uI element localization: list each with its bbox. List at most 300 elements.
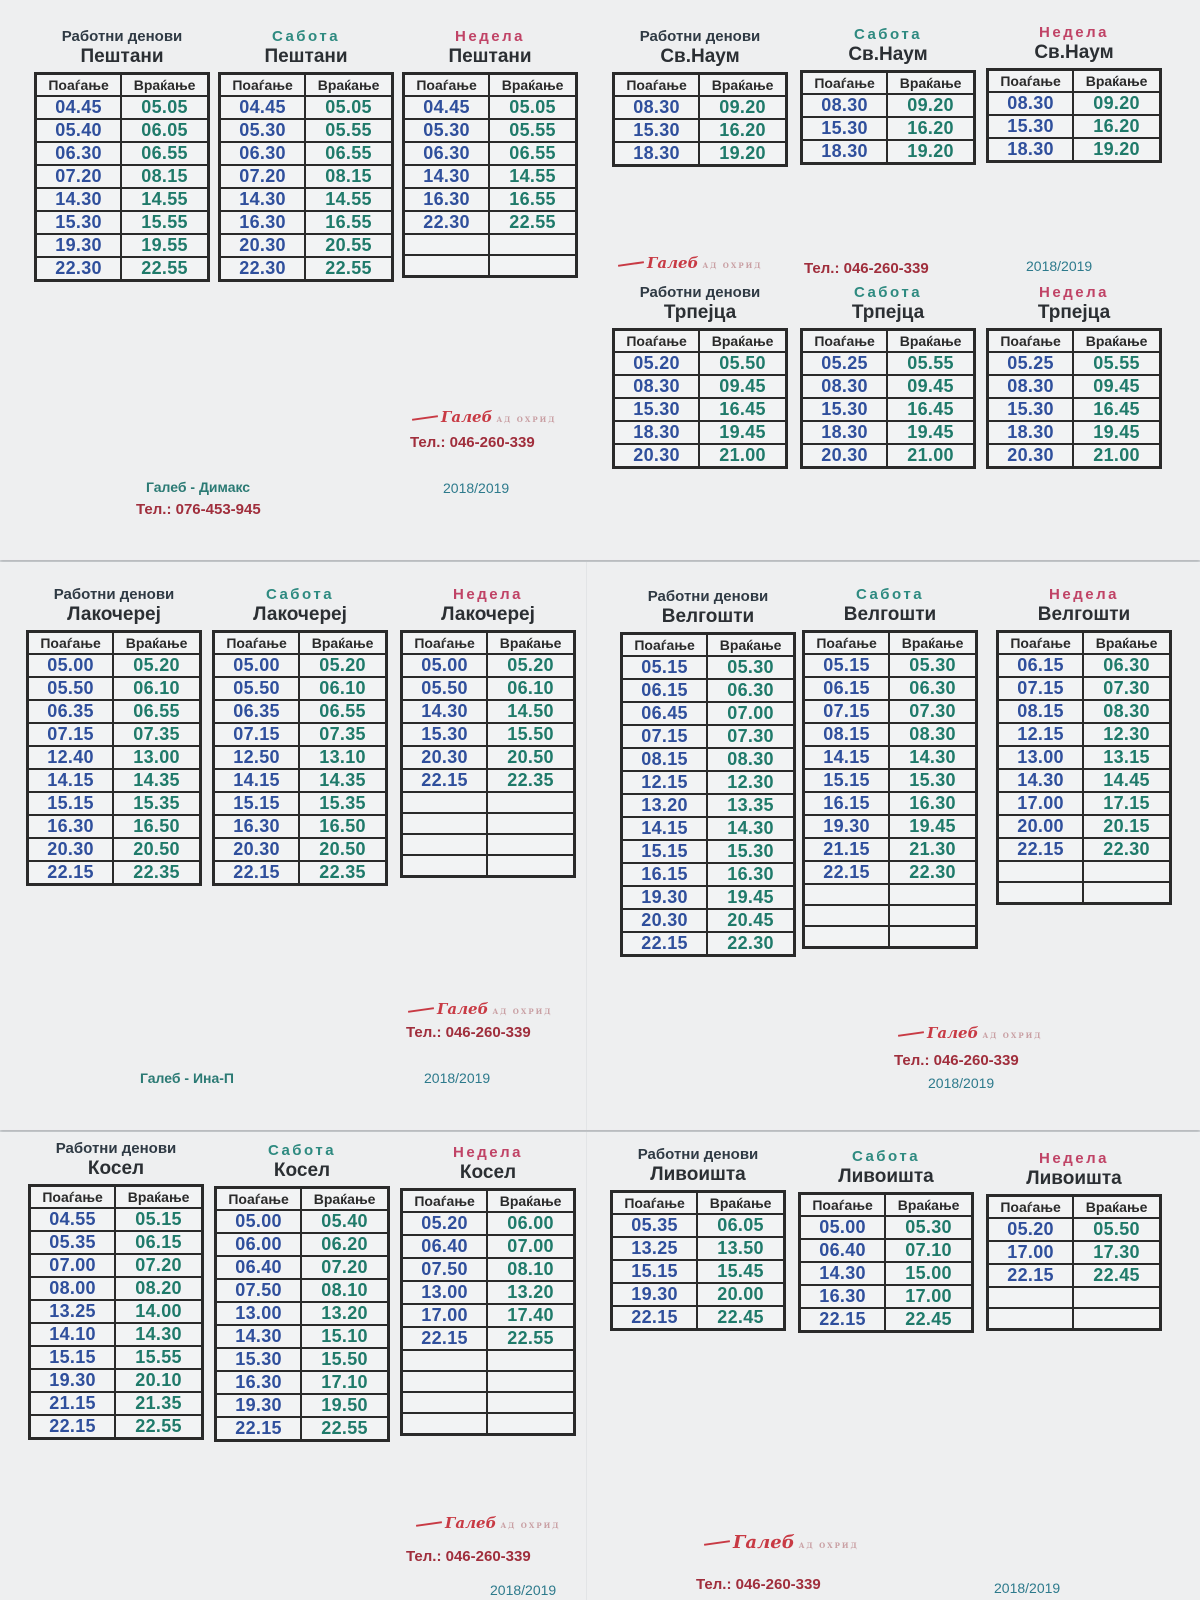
table-row [614,352,787,375]
return-time: 17.00 [885,1285,972,1308]
table-row [404,255,577,277]
destination-name: Велгошти [843,604,937,625]
table-row [404,119,577,142]
sheet-fold [586,562,587,1130]
departure-time [804,884,890,905]
return-time: 16.20 [699,119,786,142]
table-row [216,1417,389,1441]
return-time: 21.00 [887,444,974,468]
return-time: 22.30 [1083,838,1170,861]
return-time: 16.55 [305,211,392,234]
return-time [489,255,576,277]
departure-time [402,834,488,855]
departure-time: 07.15 [28,723,114,746]
return-time: 14.50 [487,700,574,723]
timetable-block [610,1146,786,1331]
destination-name: Косел [273,1160,331,1181]
departure-time: 22.15 [988,1264,1074,1287]
return-time: 17.15 [1083,792,1170,815]
table-row [988,1287,1161,1308]
departure-time: 15.15 [28,792,114,815]
return-time: 07.30 [889,700,976,723]
return-time: 05.05 [489,96,576,119]
schedule-table [612,72,788,167]
destination-name: Пештани [264,46,348,67]
departure-time: 18.30 [802,421,888,444]
return-time: 13.50 [697,1237,784,1260]
return-time: 22.30 [707,932,794,956]
return-time: 06.10 [487,677,574,700]
return-time: 08.10 [301,1279,388,1302]
return-time [487,834,574,855]
return-time: 06.30 [889,677,976,700]
return-time: 05.30 [889,654,976,677]
table-row [214,700,387,723]
destination-name: Лакочереј [253,604,347,625]
departure-time: 07.00 [30,1254,116,1277]
return-time: 05.50 [1073,1218,1160,1241]
return-time: 22.45 [697,1306,784,1330]
day-type-label: Сабота [265,586,335,603]
departure-time: 19.30 [804,815,890,838]
return-time [489,234,576,255]
departure-time: 20.30 [220,234,306,257]
header-row [402,1190,575,1213]
return-time: 22.55 [489,211,576,234]
return-time: 05.15 [115,1208,202,1231]
table-row [404,234,577,255]
return-time: 14.55 [305,188,392,211]
table-row [622,702,795,725]
departure-time: 05.20 [402,1212,488,1235]
table-row [998,815,1171,838]
operator-name: Галеб - Ина-П [140,1070,234,1086]
return-header: Враќање [885,1194,972,1217]
departure-header: Поаѓање [988,330,1074,353]
table-row [220,96,393,119]
return-header: Враќање [1073,1196,1160,1219]
return-time: 22.55 [121,257,208,281]
departure-time: 16.30 [404,188,490,211]
departure-time: 08.15 [622,748,708,771]
return-time: 05.20 [487,654,574,677]
departure-time: 14.30 [998,769,1084,792]
return-time: 21.00 [699,444,786,468]
return-time: 19.45 [707,886,794,909]
return-time: 16.45 [887,398,974,421]
return-time: 13.10 [299,746,386,769]
return-time [1073,1287,1160,1308]
table-row [404,165,577,188]
departure-time: 05.35 [612,1214,698,1237]
departure-time: 04.45 [404,96,490,119]
header-row [216,1188,389,1211]
season-year: 2018/2019 [424,1070,491,1086]
timetable-block [400,1144,576,1436]
timetable-block [986,284,1162,469]
destination-name: Трпејца [1037,302,1111,323]
table-row [802,117,975,140]
table-row [988,1218,1161,1241]
schedule-table [610,1190,786,1331]
return-header: Враќање [699,74,786,97]
return-time [487,1392,574,1413]
timetable-block [34,28,210,282]
departure-time: 05.15 [622,656,708,679]
return-time: 05.50 [699,352,786,375]
departure-header: Поаѓање [614,74,700,97]
header-row [988,1196,1161,1219]
departure-time: 14.15 [622,817,708,840]
table-row [988,398,1161,421]
table-row [214,861,387,885]
day-type-label: Работни денови [637,1146,759,1163]
return-time: 15.30 [707,840,794,863]
return-time: 07.20 [115,1254,202,1277]
table-row [28,838,201,861]
departure-time: 13.00 [216,1302,302,1325]
return-header: Враќање [1073,70,1160,93]
departure-time: 13.25 [30,1300,116,1323]
departure-time [402,813,488,834]
departure-header: Поаѓање [30,1186,116,1209]
return-time: 08.30 [707,748,794,771]
table-row [998,746,1171,769]
departure-time: 12.15 [622,771,708,794]
day-type-label: Работни денови [647,588,769,605]
table-row [404,188,577,211]
departure-header: Поаѓање [216,1188,302,1211]
return-header: Враќање [1083,632,1170,655]
table-row [404,142,577,165]
table-row [28,746,201,769]
table-row [404,211,577,234]
return-time: 17.40 [487,1304,574,1327]
table-row [30,1231,203,1254]
return-time: 20.50 [299,838,386,861]
return-header: Враќање [489,74,576,97]
table-row [988,352,1161,375]
phone-number: Тел.: 046-260-339 [406,1024,531,1041]
operator-name: Галеб - Димакс [146,479,251,495]
return-time: 15.30 [889,769,976,792]
departure-time: 18.30 [802,140,888,164]
timetable-block [214,1142,390,1442]
departure-time: 05.25 [988,352,1074,375]
departure-time: 05.20 [988,1218,1074,1241]
season-year: 2018/2019 [1026,258,1093,274]
table-row [802,375,975,398]
header-row [804,632,977,655]
return-time: 19.45 [699,421,786,444]
table-row [220,234,393,257]
schedule-table [28,1184,204,1440]
departure-header: Поаѓање [802,330,888,353]
destination-name: Лакочереј [441,604,535,625]
table-row [988,115,1161,138]
table-row [802,352,975,375]
return-time: 15.55 [115,1346,202,1369]
departure-time [402,1413,488,1435]
season-year: 2018/2019 [928,1075,995,1091]
return-time: 19.50 [301,1394,388,1417]
return-header: Враќање [887,72,974,95]
return-time: 16.55 [489,188,576,211]
table-row [28,654,201,677]
departure-time: 06.30 [220,142,306,165]
departure-time: 16.30 [214,815,300,838]
return-time: 15.10 [301,1325,388,1348]
departure-time: 17.00 [998,792,1084,815]
table-row [402,723,575,746]
return-time: 19.55 [121,234,208,257]
return-time: 14.35 [299,769,386,792]
table-row [28,677,201,700]
return-time: 19.20 [699,142,786,166]
table-row [216,1394,389,1417]
departure-time: 14.15 [28,769,114,792]
return-time: 16.20 [1073,115,1160,138]
departure-time: 12.15 [998,723,1084,746]
table-row [30,1346,203,1369]
season-year: 2018/2019 [443,480,510,496]
return-time: 16.45 [699,398,786,421]
return-time: 22.55 [487,1327,574,1350]
return-time: 08.10 [487,1258,574,1281]
table-row [804,926,977,948]
departure-time: 15.15 [30,1346,116,1369]
header-row [988,70,1161,93]
destination-name: Ливоишта [838,1166,934,1187]
schedule-table [800,328,976,469]
departure-header: Поаѓање [800,1194,886,1217]
return-time: 22.55 [305,257,392,281]
header-row [998,632,1171,655]
departure-time: 05.00 [800,1216,886,1239]
return-time: 06.00 [487,1212,574,1235]
schedule-table [214,1186,390,1442]
departure-time: 07.15 [214,723,300,746]
table-row [988,138,1161,162]
return-time: 19.45 [887,421,974,444]
table-row [804,838,977,861]
table-row [988,1308,1161,1330]
departure-time: 05.00 [402,654,488,677]
table-row [622,863,795,886]
departure-time: 22.15 [800,1308,886,1332]
departure-time: 05.50 [402,677,488,700]
return-time: 07.10 [885,1239,972,1262]
departure-time [402,1371,488,1392]
return-header: Враќање [889,632,976,655]
day-type-label: Сабота [267,1142,337,1159]
table-row [614,444,787,468]
return-time: 14.00 [115,1300,202,1323]
table-row [612,1237,785,1260]
schedule-table [212,630,388,886]
return-time: 07.35 [299,723,386,746]
departure-time: 05.35 [30,1231,116,1254]
day-type-label: Сабота [271,28,341,45]
table-row [36,96,209,119]
header-row [402,632,575,655]
departure-header: Поаѓање [36,74,122,97]
return-time: 05.05 [121,96,208,119]
table-row [804,905,977,926]
table-row [36,188,209,211]
return-time: 22.35 [299,861,386,885]
departure-time: 22.15 [402,1327,488,1350]
return-time: 06.30 [707,679,794,702]
timetable-block [26,586,202,886]
departure-time: 05.00 [216,1210,302,1233]
return-header: Враќање [1073,330,1160,353]
schedule-table [400,630,576,878]
return-time: 15.35 [113,792,200,815]
departure-time: 22.30 [404,211,490,234]
departure-time: 14.30 [402,700,488,723]
return-time [889,884,976,905]
return-time [487,855,574,877]
return-time [889,926,976,948]
departure-header: Поаѓање [614,330,700,353]
departure-time: 06.45 [622,702,708,725]
schedule-table [26,630,202,886]
table-row [614,398,787,421]
return-time: 06.15 [115,1231,202,1254]
departure-time [404,234,490,255]
departure-time: 06.35 [214,700,300,723]
departure-time: 06.40 [216,1256,302,1279]
return-time: 05.30 [707,656,794,679]
table-row [998,861,1171,882]
table-row [998,792,1171,815]
return-time: 12.30 [1083,723,1170,746]
return-time: 19.45 [1073,421,1160,444]
departure-header: Поаѓање [214,632,300,655]
departure-time: 08.30 [614,375,700,398]
phone-number: Тел.: 046-260-339 [410,434,535,451]
table-row [804,884,977,905]
table-row [802,421,975,444]
table-row [804,815,977,838]
table-row [214,838,387,861]
departure-time: 14.15 [214,769,300,792]
return-time: 06.55 [305,142,392,165]
table-row [36,165,209,188]
return-time: 07.35 [113,723,200,746]
day-type-label: Сабота [853,26,923,43]
return-time [1073,1308,1160,1330]
departure-time: 15.30 [614,398,700,421]
return-time: 16.50 [113,815,200,838]
return-header: Враќање [699,330,786,353]
return-time: 20.50 [487,746,574,769]
return-time: 19.45 [889,815,976,838]
table-row [30,1323,203,1346]
table-row [802,94,975,117]
table-row [804,723,977,746]
table-row [404,96,577,119]
header-row [802,330,975,353]
departure-time: 20.30 [28,838,114,861]
table-row [30,1369,203,1392]
table-row [214,746,387,769]
table-row [998,882,1171,904]
departure-header: Поаѓање [220,74,306,97]
departure-time [988,1308,1074,1330]
destination-name: Косел [459,1162,517,1183]
departure-time [402,1392,488,1413]
departure-time: 19.30 [622,886,708,909]
schedule-table [34,72,210,282]
return-time: 05.55 [887,352,974,375]
table-row [612,1260,785,1283]
table-row [612,1283,785,1306]
departure-time: 15.30 [802,117,888,140]
return-time: 14.30 [115,1323,202,1346]
return-time: 06.55 [113,700,200,723]
return-time: 20.55 [305,234,392,257]
return-time: 17.10 [301,1371,388,1394]
schedule-table [612,328,788,469]
header-row [214,632,387,655]
return-time: 13.20 [301,1302,388,1325]
departure-time: 18.30 [988,421,1074,444]
return-time: 22.35 [487,769,574,792]
return-time: 20.10 [115,1369,202,1392]
departure-time: 22.15 [216,1417,302,1441]
table-row [402,855,575,877]
departure-time: 08.15 [998,700,1084,723]
destination-name: Косел [87,1158,145,1179]
departure-time: 15.30 [988,398,1074,421]
return-time: 15.00 [885,1262,972,1285]
return-time: 05.20 [113,654,200,677]
schedule-table [620,632,796,957]
departure-time: 05.40 [36,119,122,142]
galeb-logo: Галеб АД ОХРИД [704,1532,859,1553]
return-header: Враќање [887,330,974,353]
departure-header: Поаѓање [804,632,890,655]
destination-name: Пештани [80,46,164,67]
departure-time: 16.30 [216,1371,302,1394]
return-time: 14.30 [889,746,976,769]
departure-time: 18.30 [988,138,1074,162]
return-time: 09.45 [1073,375,1160,398]
departure-time: 15.15 [612,1260,698,1283]
return-time [487,1371,574,1392]
table-row [804,769,977,792]
departure-time: 15.30 [988,115,1074,138]
table-row [402,1327,575,1350]
departure-time: 22.15 [28,861,114,885]
departure-time: 15.30 [802,398,888,421]
day-type-label: Сабота [855,586,925,603]
table-row [28,861,201,885]
departure-time: 19.30 [36,234,122,257]
departure-header: Поаѓање [622,634,708,657]
table-row [622,886,795,909]
destination-name: Лакочереј [67,604,161,625]
table-row [614,142,787,166]
table-row [622,725,795,748]
timetable-block [802,586,978,949]
table-row [622,794,795,817]
schedule-table [800,70,976,165]
return-time: 16.30 [889,792,976,815]
table-row [802,140,975,164]
